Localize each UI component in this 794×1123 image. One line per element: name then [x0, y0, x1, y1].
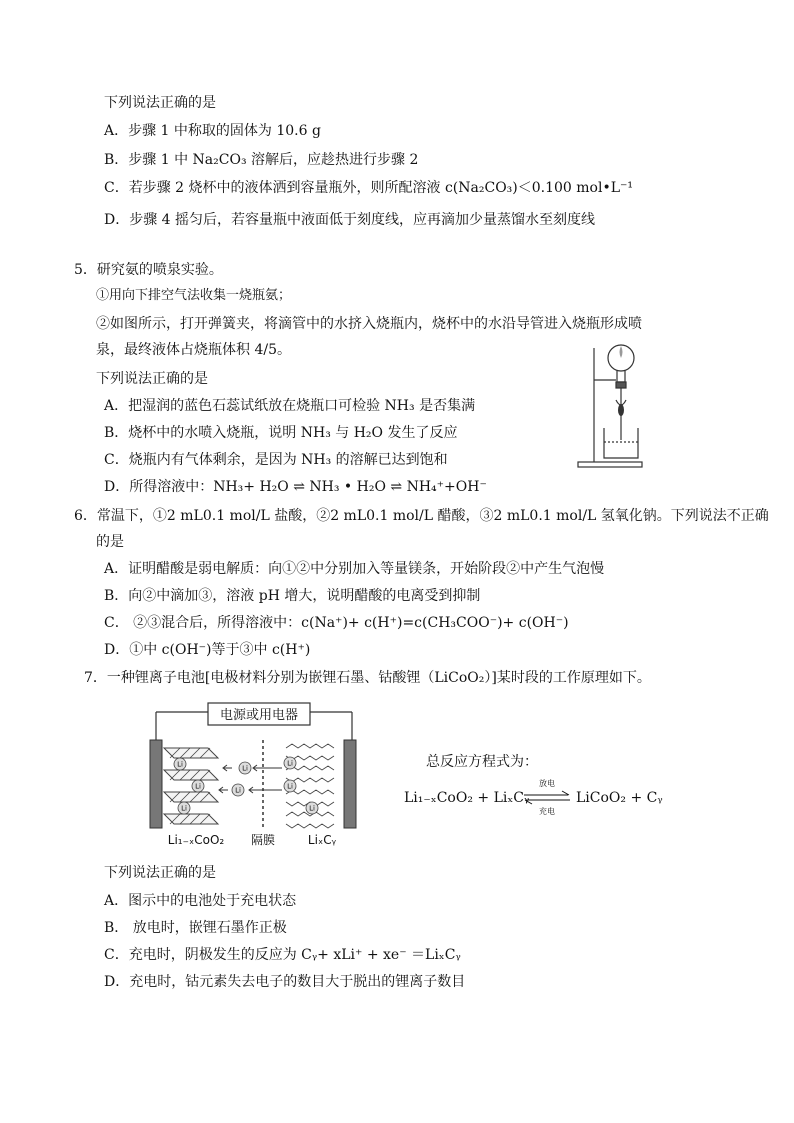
li-ion-label: Li: [242, 764, 248, 773]
q5-step2-line1: ②如图所示，打开弹簧夹，将滴管中的水挤入烧瓶内，烧杯中的水沿导管进入烧瓶形成喷: [96, 316, 642, 332]
q5-step2-line2: 泉，最终液体占烧瓶体积 4/5。: [96, 342, 291, 358]
q5-title: 5．研究氨的喷泉实验。: [74, 262, 223, 278]
li-ion-label: Li: [235, 786, 241, 795]
q7-stem: 下列说法正确的是: [104, 865, 216, 881]
q5-option-a: A．把湿润的蓝色石蕊试纸放在烧瓶口可检验 NH₃ 是否集满: [104, 398, 476, 414]
li-ion-label: Li: [181, 804, 187, 813]
q6-option-b: B．向②中滴加③，溶液 pH 增大，说明醋酸的电离受到抑制: [104, 588, 481, 604]
li-ion-label: Li: [177, 760, 183, 769]
q6-option-c: C． ②③混合后，所得溶液中：c(Na⁺)+ c(H⁺)=c(CH₃COO⁻)+ c(OH⁻): [104, 615, 569, 631]
discharge-label: 放电: [539, 779, 555, 788]
equilibrium-arrow: [522, 776, 572, 820]
equation-title: 总反应方程式为：: [426, 754, 538, 770]
q6-title-line1: 6．常温下，①2 mL0.1 mol/L 盐酸，②2 mL0.1 mol/L 醋酸，③2 mL0.1 mol/L 氢氧化钠。下列说法不正确: [74, 508, 769, 524]
q4-option-b: B．步骤 1 中 Na₂CO₃ 溶解后，应趁热进行步骤 2: [104, 152, 419, 168]
q4-stem: 下列说法正确的是: [104, 95, 216, 111]
equation-right: LiCoO₂ + Cᵧ: [576, 790, 663, 806]
q5-stem: 下列说法正确的是: [96, 371, 208, 387]
q4-option-c: C．若步骤 2 烧杯中的液体洒到容量瓶外，则所配溶液 c(Na₂CO₃)＜0.100 mol•L⁻¹: [104, 180, 634, 196]
device-box-label: 电源或用电器: [219, 708, 299, 723]
battery-diagram: [146, 700, 366, 850]
q5-step1: ①用向下排空气法收集一烧瓶氨；: [96, 288, 292, 303]
q4-option-a: A．步骤 1 中称取的固体为 10.6 g: [104, 123, 321, 139]
q5-option-c: C．烧瓶内有气体剩余，是因为 NH₃ 的溶解已达到饱和: [104, 452, 448, 468]
q7-option-d: D．充电时，钴元素失去电子的数目大于脱出的锂离子数目: [104, 974, 466, 990]
q7-option-c: C．充电时，阴极发生的反应为 Cᵧ+ xLi⁺ + xe⁻ ＝LiₓCᵧ: [104, 947, 461, 963]
separator-label: 隔膜: [250, 833, 276, 847]
fountain-apparatus-figure: [576, 340, 646, 470]
li-ion-label: Li: [287, 759, 293, 768]
equation-left: Li₁₋ₓCoO₂ + LiₓCᵧ: [404, 790, 530, 806]
cathode-label: Li₁₋ₓCoO₂: [167, 833, 225, 847]
q7-title: 7．一种锂离子电池[电极材料分别为嵌锂石墨、钴酸锂（LiCoO₂）]某时段的工作原理如下。: [84, 670, 651, 686]
anode-label: LiₓCᵧ: [307, 833, 337, 847]
q4-option-d: D．步骤 4 摇匀后，若容量瓶中液面低于刻度线，应再滴加少量蒸馏水至刻度线: [104, 212, 596, 228]
li-ion-label: Li: [195, 782, 201, 791]
q5-option-d: D．所得溶液中：NH₃+ H₂O ⇌ NH₃ • H₂O ⇌ NH₄⁺+OH⁻: [104, 479, 487, 495]
q5-option-b: B．烧杯中的水喷入烧瓶，说明 NH₃ 与 H₂O 发生了反应: [104, 425, 458, 441]
li-ion-label: Li: [287, 782, 293, 791]
q6-option-a: A．证明醋酸是弱电解质：向①②中分别加入等量镁条，开始阶段②中产生气泡慢: [104, 561, 605, 577]
charge-label: 充电: [539, 807, 555, 816]
q7-option-a: A．图示中的电池处于充电状态: [104, 893, 297, 909]
li-ion-label: Li: [309, 804, 315, 813]
q6-option-d: D．①中 c(OH⁻)等于③中 c(H⁺): [104, 642, 311, 658]
q6-title-line2: 的是: [96, 534, 124, 550]
q7-option-b: B． 放电时，嵌锂石墨作正极: [104, 920, 287, 936]
